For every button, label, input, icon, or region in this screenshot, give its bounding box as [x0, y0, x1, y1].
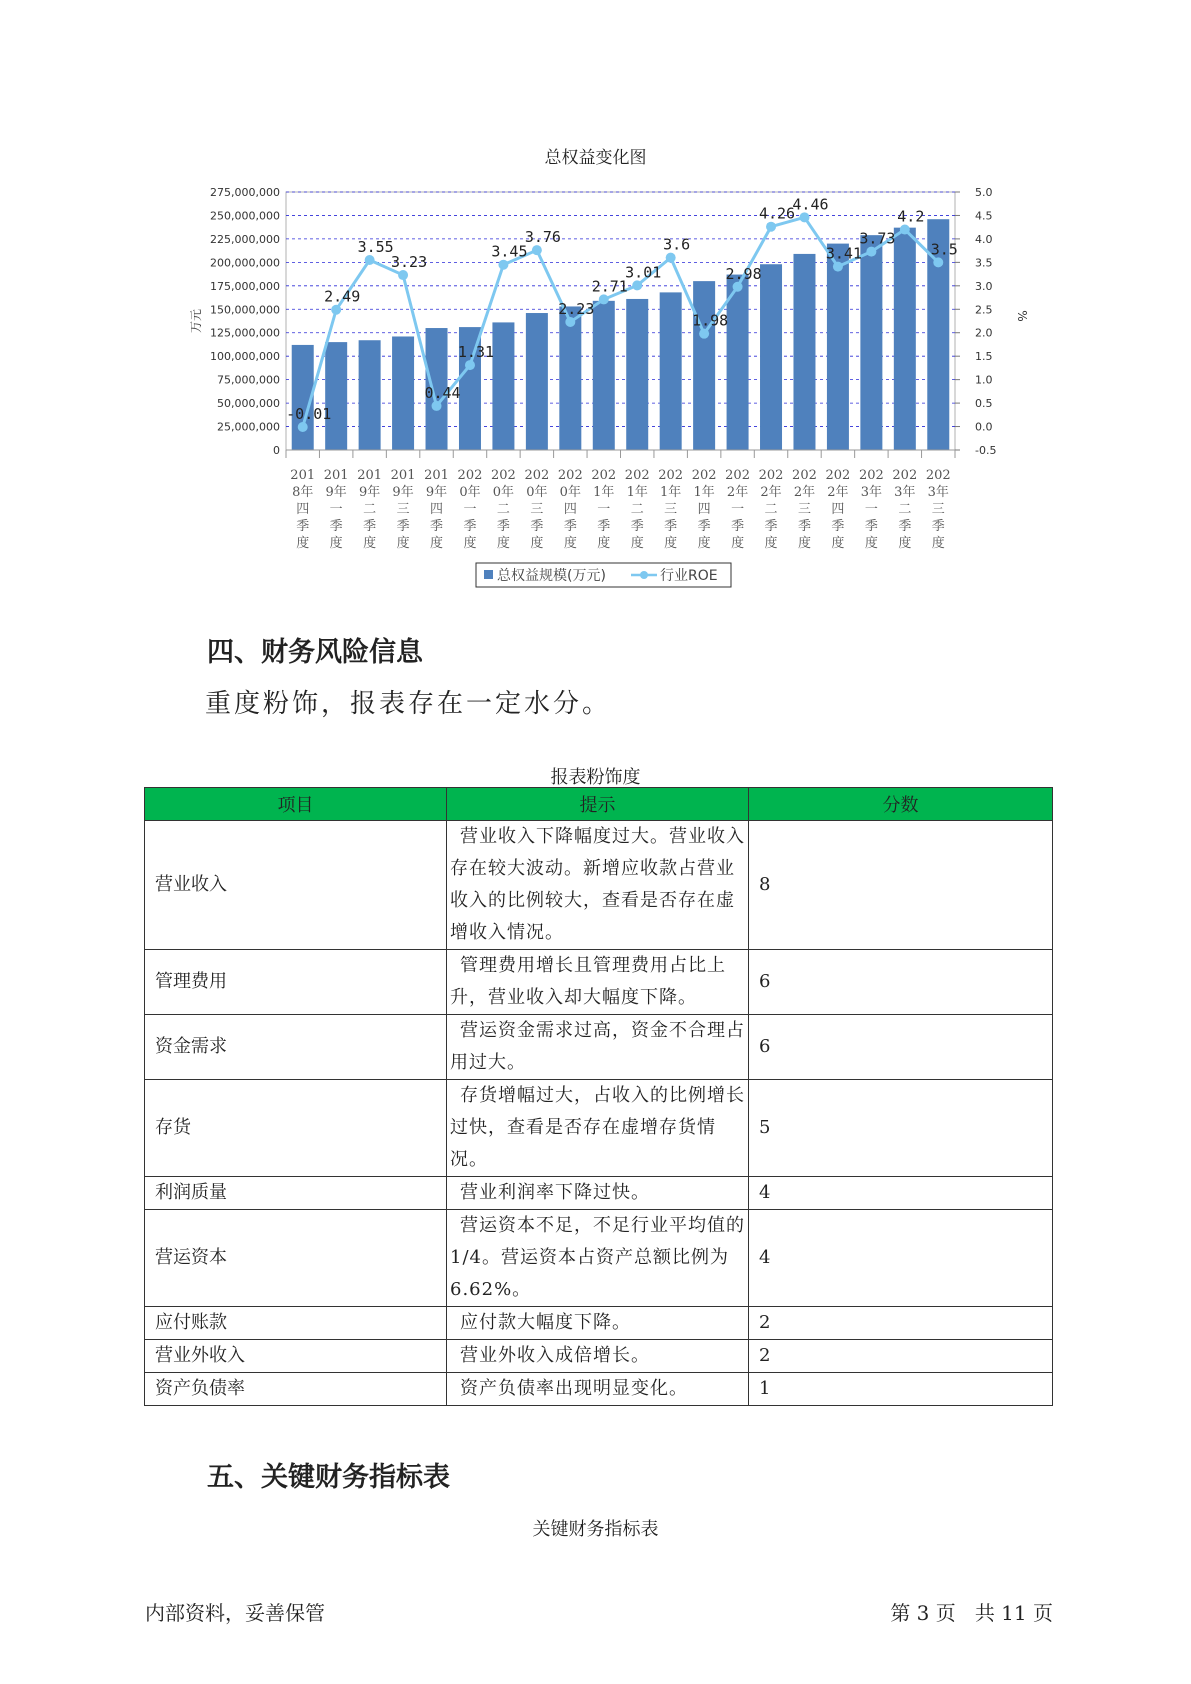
roe-data-label: 4.2: [897, 207, 925, 226]
equity-bar: [693, 281, 715, 450]
equity-bar: [760, 264, 782, 450]
x-tick-label: 度: [430, 536, 444, 551]
x-tick-label: 202: [591, 468, 617, 483]
x-tick-label: 季: [530, 519, 544, 534]
equity-bar: [827, 244, 849, 450]
equity-bar: [559, 306, 581, 450]
x-tick-label: 一: [329, 502, 343, 517]
equity-bar: [660, 292, 682, 450]
x-tick-label: 度: [731, 536, 745, 551]
x-tick-label: 度: [597, 536, 611, 551]
x-tick-label: 202: [825, 468, 851, 483]
table-row: [145, 1177, 1053, 1210]
roe-point: [398, 270, 408, 280]
x-tick-label: 四: [563, 502, 577, 517]
y-left-tick-label: 0: [273, 444, 280, 457]
roe-data-label: 3.55: [357, 238, 394, 257]
section-5-heading: 五、关键财务指标表: [207, 1462, 450, 1493]
y-right-axis-title: %: [1015, 310, 1029, 322]
y-right-tick-label: 4.5: [975, 209, 993, 223]
x-tick-label: 202: [524, 468, 550, 483]
x-tick-label: 度: [363, 536, 377, 551]
equity-bar: [860, 235, 882, 450]
y-left-tick-label: 125,000,000: [210, 326, 280, 340]
y-right-tick-label: 0.5: [975, 397, 993, 411]
y-right-tick-label: 1.5: [975, 350, 993, 364]
x-tick-label: 季: [898, 519, 912, 534]
y-right-tick-label: 0.0: [975, 420, 993, 434]
x-tick-label: 3年: [860, 485, 883, 500]
x-tick-label: 度: [563, 536, 577, 551]
x-tick-label: 度: [931, 536, 945, 551]
x-tick-label: 1年: [593, 485, 615, 500]
x-tick-label: 1年: [626, 485, 648, 500]
y-right-tick-label: 3.5: [975, 256, 993, 270]
roe-point: [532, 245, 542, 255]
x-tick-label: 季: [864, 519, 878, 534]
row-tip: 营运资金需求过高，资金不合理占用过大。: [447, 1015, 749, 1080]
x-tick-label: 8年: [292, 485, 314, 500]
x-tick-label: 四: [831, 502, 845, 517]
x-tick-label: 202: [858, 468, 884, 483]
roe-data-label: 3.23: [391, 253, 428, 272]
x-tick-label: 3年: [894, 485, 916, 500]
x-tick-label: 三: [530, 502, 544, 517]
row-score: 6: [749, 950, 1053, 1015]
x-tick-label: 3年: [927, 485, 949, 500]
roe-data-label: 3.6: [663, 235, 691, 254]
roe-data-label: 4.26: [758, 204, 796, 223]
y-left-tick-label: 75,000,000: [217, 373, 280, 387]
row-item: 利润质量: [145, 1177, 447, 1210]
roe-point: [666, 253, 676, 263]
roe-data-label: 3.73: [859, 229, 896, 248]
x-tick-label: 202: [758, 468, 784, 483]
x-tick-label: 202: [792, 468, 817, 483]
x-tick-label: 季: [697, 519, 711, 534]
x-tick-label: 0年: [492, 485, 515, 500]
y-left-axis-title: 万元: [189, 308, 203, 334]
table-row: [145, 1210, 1053, 1307]
x-tick-label: 2年: [726, 485, 749, 500]
equity-bar: [793, 254, 815, 450]
roe-point: [833, 262, 843, 272]
x-tick-label: 季: [931, 519, 945, 534]
row-score: 6: [749, 1015, 1053, 1080]
equity-roe-chart: [0, 0, 1191, 600]
y-left-tick-label: 100,000,000: [210, 350, 280, 364]
x-tick-label: 0年: [559, 485, 581, 500]
x-tick-label: 季: [430, 519, 444, 534]
roe-data-label: 3.76: [524, 228, 561, 247]
x-tick-label: 0年: [526, 485, 548, 500]
legend-label-equity: 总权益规模(万元): [497, 568, 606, 584]
roe-point: [766, 222, 776, 232]
y-left-tick-label: 225,000,000: [210, 232, 280, 246]
header-item: 项目: [145, 788, 447, 821]
equity-bar: [894, 228, 916, 450]
table-row: [145, 950, 1053, 1015]
x-tick-label: 二: [363, 502, 377, 517]
roe-point: [900, 225, 910, 235]
header-score: 分数: [749, 788, 1053, 821]
section-4-heading: 四、财务风险信息: [207, 637, 423, 668]
x-tick-label: 201: [290, 468, 316, 483]
x-tick-label: 201: [323, 468, 349, 483]
risk-summary: 重度粉饰，报表存在一定水分。: [205, 689, 612, 719]
roe-data-label: 4.46: [792, 195, 829, 214]
roe-data-label: 1.31: [457, 343, 495, 362]
y-right-tick-label: 5.0: [975, 186, 993, 199]
equity-bar: [626, 299, 648, 450]
chart-title: 总权益变化图: [544, 148, 647, 168]
equity-bar: [359, 340, 381, 450]
x-tick-label: 四: [697, 502, 711, 517]
x-tick-label: 1年: [693, 485, 715, 500]
x-tick-label: 季: [363, 519, 377, 534]
roe-data-label: -0.01: [286, 405, 332, 424]
row-tip: 营业收入下降幅度过大。营业收入存在较大波动。新增应收款占营业收入的比例较大，查看是否存在虚增收入情况。: [447, 821, 749, 950]
roe-point: [432, 401, 442, 411]
x-tick-label: 2年: [827, 485, 849, 500]
row-score: 1: [749, 1373, 1053, 1406]
roe-point: [733, 282, 743, 292]
x-tick-label: 9年: [325, 485, 347, 500]
roe-data-label: 2.23: [558, 299, 595, 318]
x-tick-label: 季: [396, 519, 410, 534]
x-tick-label: 201: [357, 468, 383, 483]
row-score: 4: [749, 1210, 1053, 1307]
x-tick-label: 二: [630, 502, 644, 517]
y-left-tick-label: 175,000,000: [210, 279, 280, 293]
x-tick-label: 季: [563, 519, 577, 534]
y-left-tick-label: 275,000,000: [210, 186, 280, 199]
roe-point: [933, 257, 943, 267]
x-tick-label: 度: [797, 536, 811, 551]
x-tick-label: 202: [557, 468, 583, 483]
x-tick-label: 三: [664, 502, 678, 517]
x-tick-label: 度: [329, 536, 343, 551]
x-tick-label: 度: [530, 536, 544, 551]
x-tick-label: 度: [396, 536, 410, 551]
table-row: [145, 1080, 1053, 1177]
roe-point: [699, 329, 709, 339]
x-tick-label: 四: [430, 502, 444, 517]
x-tick-label: 季: [731, 519, 745, 534]
roe-point: [599, 294, 609, 304]
y-left-tick-label: 25,000,000: [217, 420, 280, 434]
x-tick-label: 季: [329, 519, 343, 534]
x-tick-label: 202: [725, 468, 750, 483]
x-tick-label: 201: [424, 468, 449, 483]
row-tip: 资产负债率出现明显变化。: [447, 1373, 749, 1406]
x-tick-label: 度: [864, 536, 878, 551]
x-tick-label: 季: [764, 519, 778, 534]
x-tick-label: 202: [925, 468, 951, 483]
roe-data-label: 2.49: [324, 287, 361, 306]
risk-table-header-row: [145, 788, 1053, 821]
x-tick-label: 季: [630, 519, 644, 534]
row-tip: 营业外收入成倍增长。: [447, 1340, 749, 1373]
row-item: 资产负债率: [145, 1373, 447, 1406]
y-right-tick-label: -0.5: [975, 444, 997, 457]
row-item: 营业收入: [145, 821, 447, 950]
roe-data-label: 3.41: [825, 244, 862, 263]
roe-data-label: 3.01: [625, 263, 662, 282]
footer-confidential: 内部资料，妥善保管: [145, 1601, 325, 1625]
y-right-tick-label: 4.0: [975, 232, 993, 246]
x-tick-label: 一: [463, 502, 477, 517]
y-left-tick-label: 200,000,000: [210, 256, 280, 270]
row-score: 2: [749, 1307, 1053, 1340]
x-tick-label: 度: [496, 536, 510, 551]
x-tick-label: 季: [797, 519, 811, 534]
x-tick-label: 度: [697, 536, 711, 551]
y-left-tick-label: 50,000,000: [217, 397, 280, 411]
x-tick-label: 一: [864, 502, 878, 517]
table-row: [145, 1373, 1053, 1406]
y-left-tick-label: 150,000,000: [210, 303, 280, 317]
row-item: 存货: [145, 1080, 447, 1177]
y-right-tick-label: 2.0: [975, 326, 993, 340]
roe-point: [565, 317, 575, 327]
row-score: 2: [749, 1340, 1053, 1373]
legend-marker-roe: [640, 571, 648, 579]
x-tick-label: 度: [296, 536, 310, 551]
equity-bar: [593, 301, 615, 450]
roe-data-label: 3.45: [491, 242, 528, 261]
row-score: 4: [749, 1177, 1053, 1210]
row-item: 营运资本: [145, 1210, 447, 1307]
roe-point: [465, 360, 475, 370]
legend-swatch-equity: [484, 570, 493, 579]
x-tick-label: 1年: [660, 485, 682, 500]
x-tick-label: 9年: [358, 485, 381, 500]
x-tick-label: 2年: [760, 485, 782, 500]
row-tip: 营业利润率下降过快。: [447, 1177, 749, 1210]
x-tick-label: 季: [831, 519, 845, 534]
table-row: [145, 1307, 1053, 1340]
roe-point: [632, 280, 642, 290]
table-row: [145, 1015, 1053, 1080]
roe-data-label: 3.5: [930, 240, 958, 259]
x-tick-label: 二: [496, 502, 510, 517]
roe-point: [799, 212, 809, 222]
roe-data-label: 0.44: [424, 383, 461, 402]
x-tick-label: 202: [691, 468, 717, 483]
row-tip: 存货增幅过大，占收入的比例增长过快，查看是否存在虚增存货情况。: [447, 1080, 749, 1177]
x-tick-label: 季: [597, 519, 611, 534]
roe-point: [866, 247, 876, 257]
roe-point: [298, 422, 308, 432]
roe-point: [331, 305, 341, 315]
x-tick-label: 202: [658, 468, 684, 483]
x-tick-label: 0年: [459, 485, 481, 500]
y-right-tick-label: 1.0: [975, 373, 993, 387]
table-row: [145, 1340, 1053, 1373]
equity-bar: [727, 275, 749, 450]
x-tick-label: 度: [764, 536, 778, 551]
header-tip: 提示: [447, 788, 749, 821]
x-tick-label: 三: [396, 502, 410, 517]
x-tick-label: 202: [892, 468, 918, 483]
equity-bar: [325, 342, 347, 450]
key-metrics-caption: 关键财务指标表: [532, 1519, 659, 1540]
equity-bar: [392, 336, 414, 450]
y-right-tick-label: 3.0: [975, 279, 993, 293]
x-tick-label: 一: [597, 502, 611, 517]
roe-point: [365, 255, 375, 265]
roe-data-label: 2.71: [591, 277, 628, 296]
row-tip: 应付款大幅度下降。: [447, 1307, 749, 1340]
x-tick-label: 季: [296, 519, 310, 534]
x-tick-label: 季: [664, 519, 678, 534]
row-tip: 营运资本不足，不足行业平均值的1/4。营运资本占资产总额比例为6.62%。: [447, 1210, 749, 1307]
equity-bar: [492, 322, 514, 450]
table-row: [145, 821, 1053, 950]
roe-data-label: 1.98: [692, 311, 729, 330]
legend-label-roe: 行业ROE: [660, 568, 718, 584]
x-tick-label: 202: [491, 468, 516, 483]
row-item: 资金需求: [145, 1015, 447, 1080]
x-tick-label: 9年: [392, 485, 414, 500]
x-tick-label: 季: [496, 519, 510, 534]
x-tick-label: 度: [664, 536, 678, 551]
x-tick-label: 2年: [793, 485, 816, 500]
x-tick-label: 度: [630, 536, 644, 551]
x-tick-label: 202: [624, 468, 650, 483]
x-tick-label: 202: [457, 468, 483, 483]
row-item: 应付账款: [145, 1307, 447, 1340]
roe-data-label: 2.98: [725, 264, 762, 283]
row-item: 管理费用: [145, 950, 447, 1015]
x-tick-label: 201: [390, 468, 416, 483]
x-tick-label: 一: [731, 502, 745, 517]
x-tick-label: 度: [463, 536, 477, 551]
roe-point: [498, 260, 508, 270]
x-tick-label: 9年: [425, 485, 448, 500]
x-tick-label: 二: [764, 502, 778, 517]
footer-page-number: 第 3 页 共 11 页: [890, 1601, 1053, 1625]
risk-table-caption: 报表粉饰度: [550, 767, 641, 788]
plot-area: [286, 192, 955, 450]
equity-bar: [526, 313, 548, 450]
risk-table: [144, 787, 1053, 1406]
x-tick-label: 三: [931, 502, 945, 517]
row-tip: 管理费用增长且管理费用占比上升，营业收入却大幅度下降。: [447, 950, 749, 1015]
x-tick-label: 二: [898, 502, 912, 517]
x-tick-label: 四: [296, 502, 310, 517]
row-score: 5: [749, 1080, 1053, 1177]
row-item: 营业外收入: [145, 1340, 447, 1373]
x-tick-label: 三: [797, 502, 811, 517]
y-left-tick-label: 250,000,000: [210, 209, 280, 223]
row-score: 8: [749, 821, 1053, 950]
x-tick-label: 季: [463, 519, 477, 534]
y-right-tick-label: 2.5: [975, 303, 993, 317]
x-tick-label: 度: [898, 536, 912, 551]
x-tick-label: 度: [831, 536, 845, 551]
